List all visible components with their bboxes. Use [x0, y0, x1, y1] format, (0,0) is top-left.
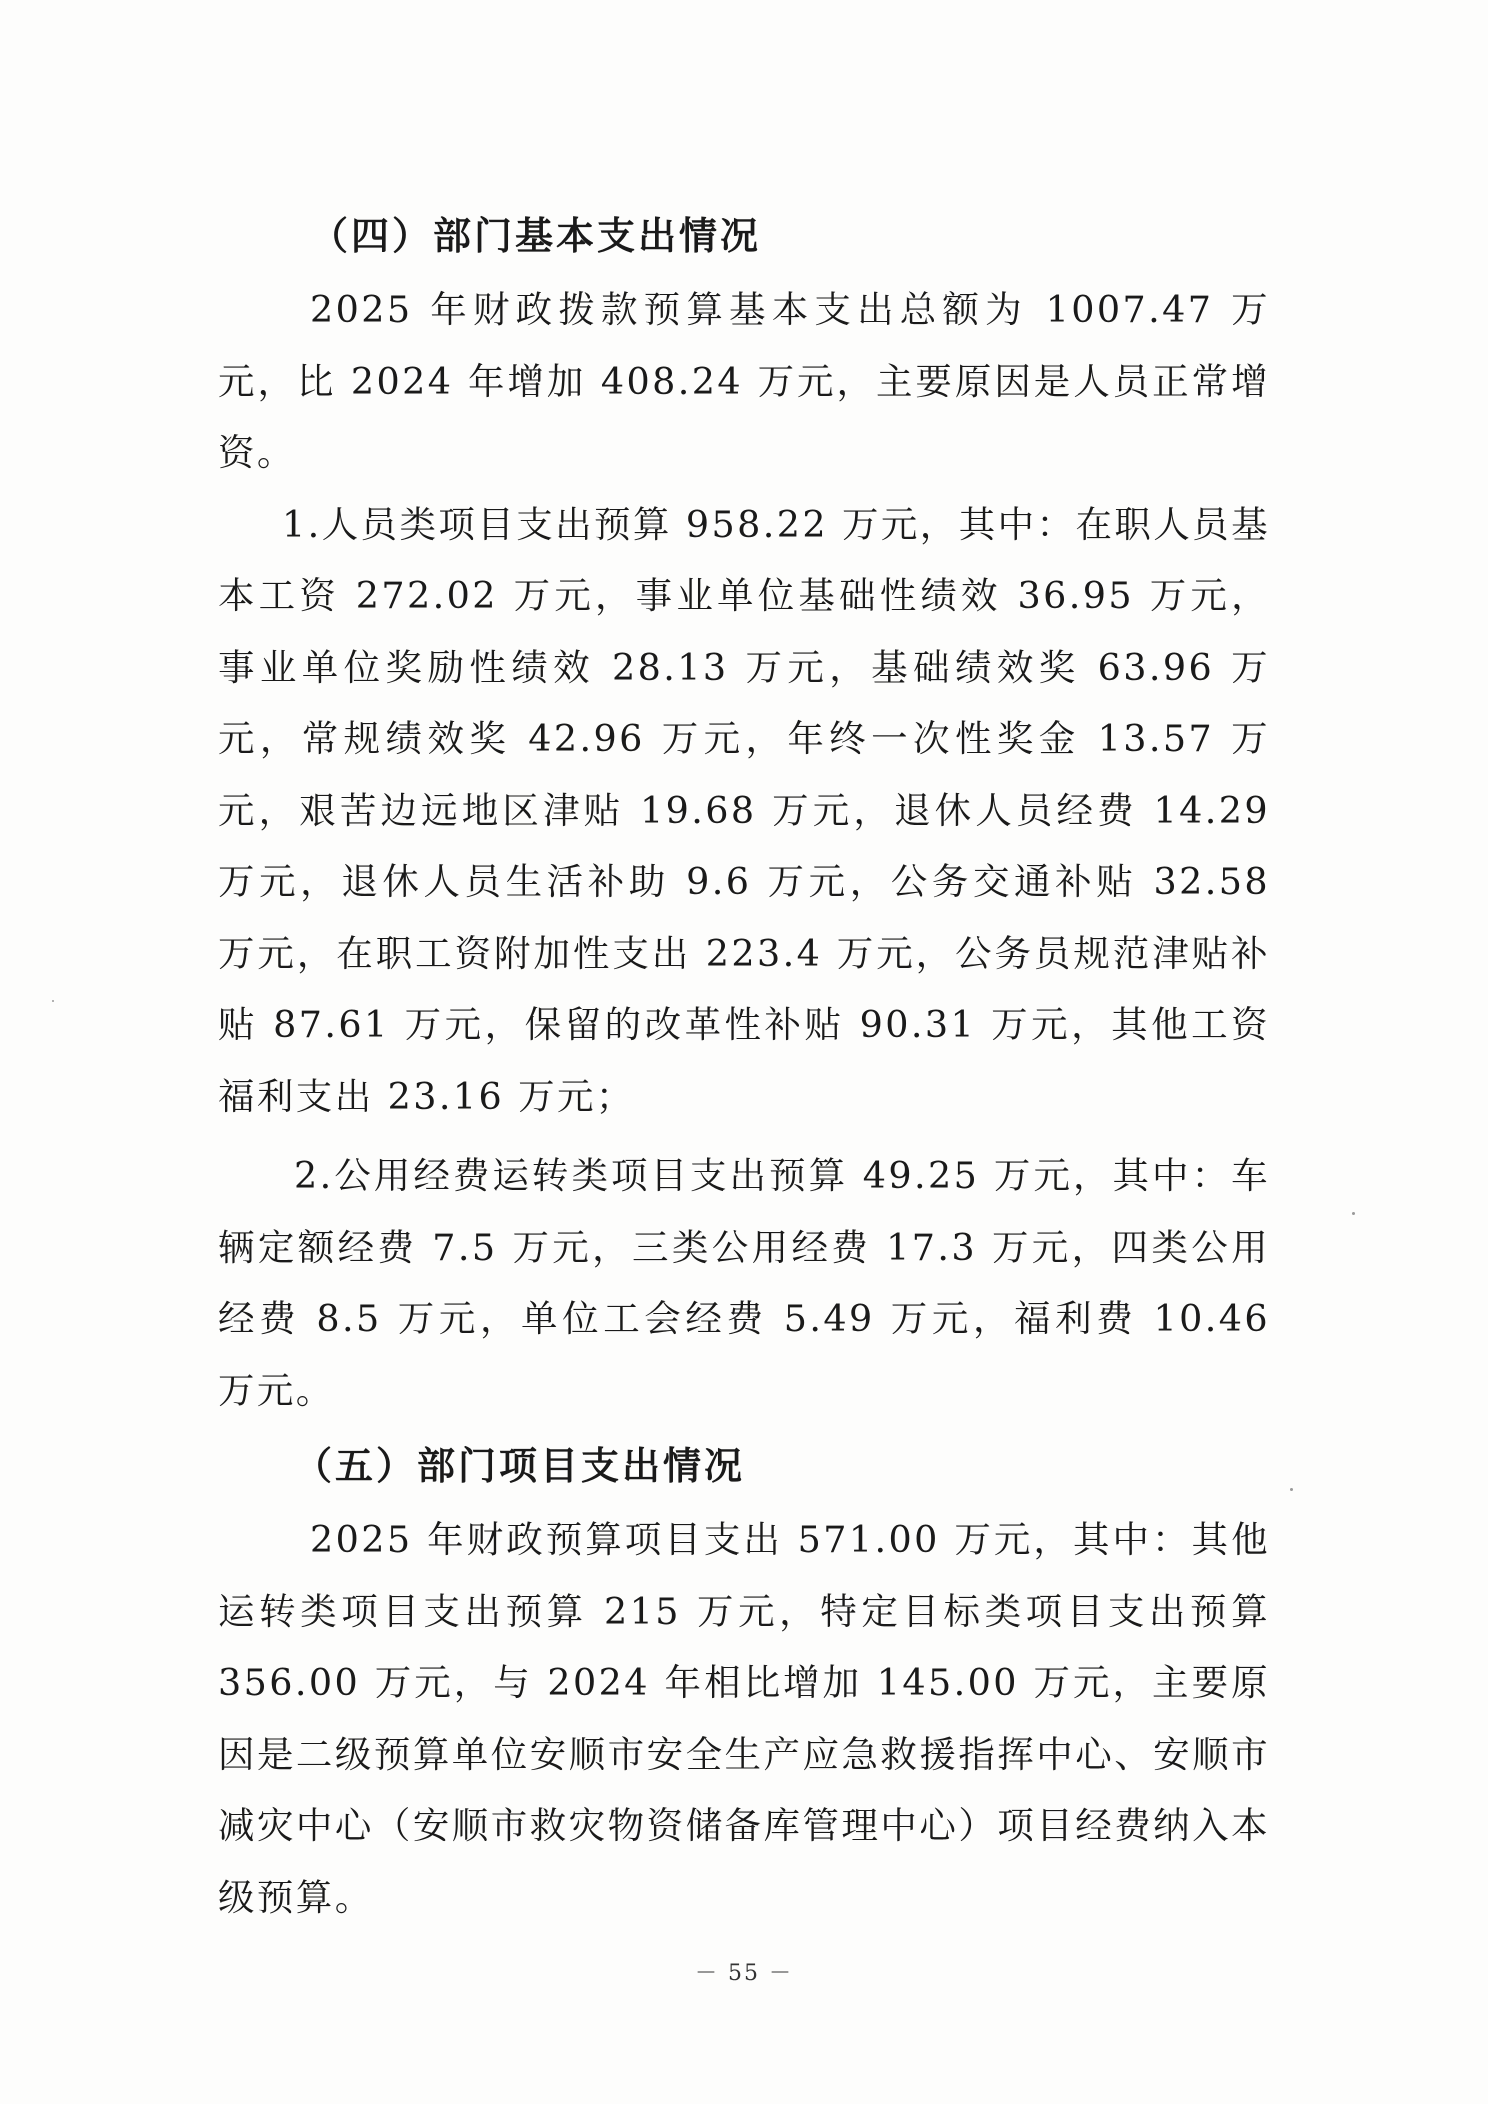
section-5-heading: （五）部门项目支出情况	[294, 1444, 746, 1488]
section-5-body: 2025 年财政预算项目支出 571.00 万元，其中：其他运转类项目支出预算 215 万元，特定目标类项目支出预算 356.00 万元，与 2024 年相比增加 145.00 万元，主要原因是二级预算单位安顺市安全生产应急救援指挥中心、安顺市减灾中心（安顺市救灾物资储备库管理中心）项目经费纳入本级预算。	[218, 1518, 1270, 1919]
public-expenditure-paragraph: 2.公用经费运转类项目支出预算 49.25 万元，其中：车辆定额经费 7.5 万元，三类公用经费 17.3 万元，四类公用经费 8.5 万元，单位工会经费 5.49 万元，福利费 10.46 万元。	[218, 1154, 1270, 1412]
scan-speck	[1352, 1212, 1355, 1215]
section-4-heading: （四）部门基本支出情况	[310, 214, 762, 258]
page-number: － 55 －	[695, 1961, 793, 1986]
section-4-intro: 2025 年财政拨款预算基本支出总额为 1007.47 万元，比 2024 年增加 408.24 万元，主要原因是人员正常增资。	[218, 288, 1270, 474]
scan-speck	[1290, 1488, 1293, 1491]
document-body	[218, 200, 1270, 1933]
personnel-expenditure-paragraph: 1.人员类项目支出预算 958.22 万元，其中：在职人员基本工资 272.02 万元，事业单位基础性绩效 36.95 万元，事业单位奖励性绩效 28.13 万元，基础绩效奖 63.96 万元，常规绩效奖 42.96 万元，年终一次性奖金 13.57 万元，艰苦边远地区津贴 19.68 万元，退休人员经费 14.29 万元，退休人员生活补助 9.6 万元，公务交通补贴 32.58 万元，在职工资附加性支出 223.4 万元，公务员规范津贴补贴 87.61 万元，保留的改革性补贴 90.31 万元，其他工资福利支出 23.16 万元；	[218, 502, 1270, 1118]
scan-speck	[52, 1000, 54, 1002]
